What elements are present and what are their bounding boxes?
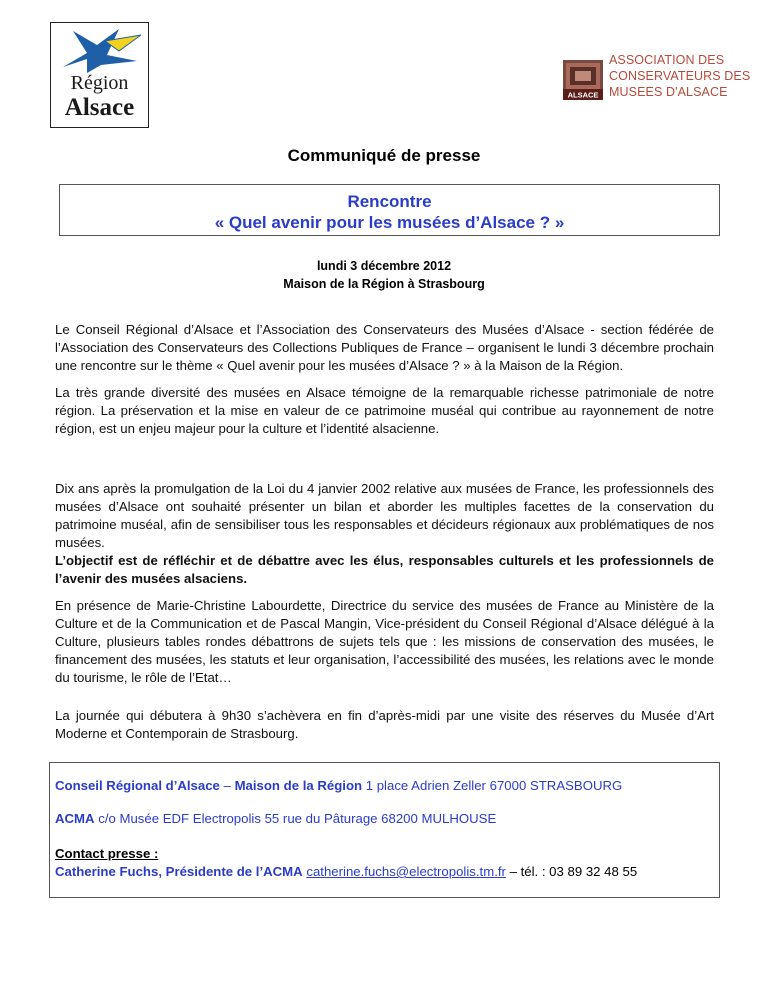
event-title: Rencontre [347,192,432,211]
press-contact-label: Contact presse : [55,846,159,861]
acma-logo-icon [563,60,603,100]
acma-line-3: MUSEES D'ALSACE [609,85,728,99]
contact-person: Catherine Fuchs, Présidente de l’ACMA [55,864,303,879]
contact-email-link[interactable]: catherine.fuchs@electropolis.tm.fr [306,864,506,879]
paragraph-context-text: Dix ans après la promulgation de la Loi du 4 janvier 2002 relative aux musées de France, les professionnels des musées d’Alsace ont souhaité présenter un bilan et aborder les multiples facettes de la conservation du patrimoine muséal, afin de sensibiliser tous les responsables et décideurs régionaux aux problématiques de nos musées. [55,481,714,550]
org1-address: 1 place Adrien Zeller 67000 STRASBOURG [362,778,623,793]
acma-logo-text [609,52,759,100]
contact-org2 [55,810,496,828]
region-logo-line2: Alsace [64,94,135,121]
contact-phone: – tél. : 03 89 32 48 55 [505,864,638,879]
contact-org1 [55,777,622,795]
acma-badge-text: ALSACE [567,90,599,100]
region-star-icon [57,27,143,73]
region-logo-line1: Région [70,72,129,94]
paragraph-presence: En présence de Marie-Christine Labourdette, Directrice du service des musées de France au Ministère de la Culture et de la Communication et de Pascal Mangin, Vice-président du Conseil Régional d’Alsace délégué à la Culture, plusieurs tables rondes débattrons de sujets tels que : les missions de conservation des musées, le financement des musées, les statuts et leur organisation, l’accessibilité des musées, les relations avec le monde du tourisme, le rôle de l’Etat… [55,598,714,685]
press-release-title: Communiqué de presse [287,146,481,165]
event-title-box [59,184,720,236]
acma-line-1: ASSOCIATION DES [609,53,725,67]
org1-name: Conseil Régional d’Alsace [55,778,220,793]
paragraph-objective: L’objectif est de réfléchir et de débattre avec les élus, responsables culturels et les professionnels de l’avenir des musées alsaciens. [55,553,714,586]
org1-place: Maison de la Région [234,778,363,793]
paragraph-context [55,480,714,588]
org2-address: c/o Musée EDF Electropolis 55 rue du Pâturage 68200 MULHOUSE [94,811,497,826]
contact-box [49,762,720,898]
paragraph-diversity: La très grande diversité des musées en Alsace témoigne de la remarquable richesse patrimoniale de notre région. La préservation et la mise en valeur de ce patrimoine muséal qui contribue au rayonnement de notre région, est un enjeu majeur pour la culture et l’identité alsacienne. [55,385,714,436]
paragraph-schedule: La journée qui débutera à 9h30 s’achèvera en fin d’après-midi par une visite des réserves du Musée d’Art Moderne et Contemporain de Strasbourg. [55,708,714,741]
org2-name: ACMA [55,811,95,826]
acma-line-2: CONSERVATEURS DES [609,69,751,83]
region-alsace-logo [50,22,149,128]
press-contact-line [55,863,637,881]
event-date: lundi 3 décembre 2012 [316,259,452,273]
event-subtitle: « Quel avenir pour les musées d’Alsace ? » [214,213,565,232]
org1-sep: – [219,778,235,793]
event-meta [0,257,768,293]
paragraph-intro: Le Conseil Régional d’Alsace et l’Association des Conservateurs des Musées d’Alsace - section fédérée de l’Association des Conservateurs des Collections Publiques de France – organisent le lundi 3 décembre prochain une rencontre sur le thème « Quel avenir pour les musées d’Alsace ? » à la Maison de la Région. [55,322,714,373]
event-location: Maison de la Région à Strasbourg [283,277,485,291]
